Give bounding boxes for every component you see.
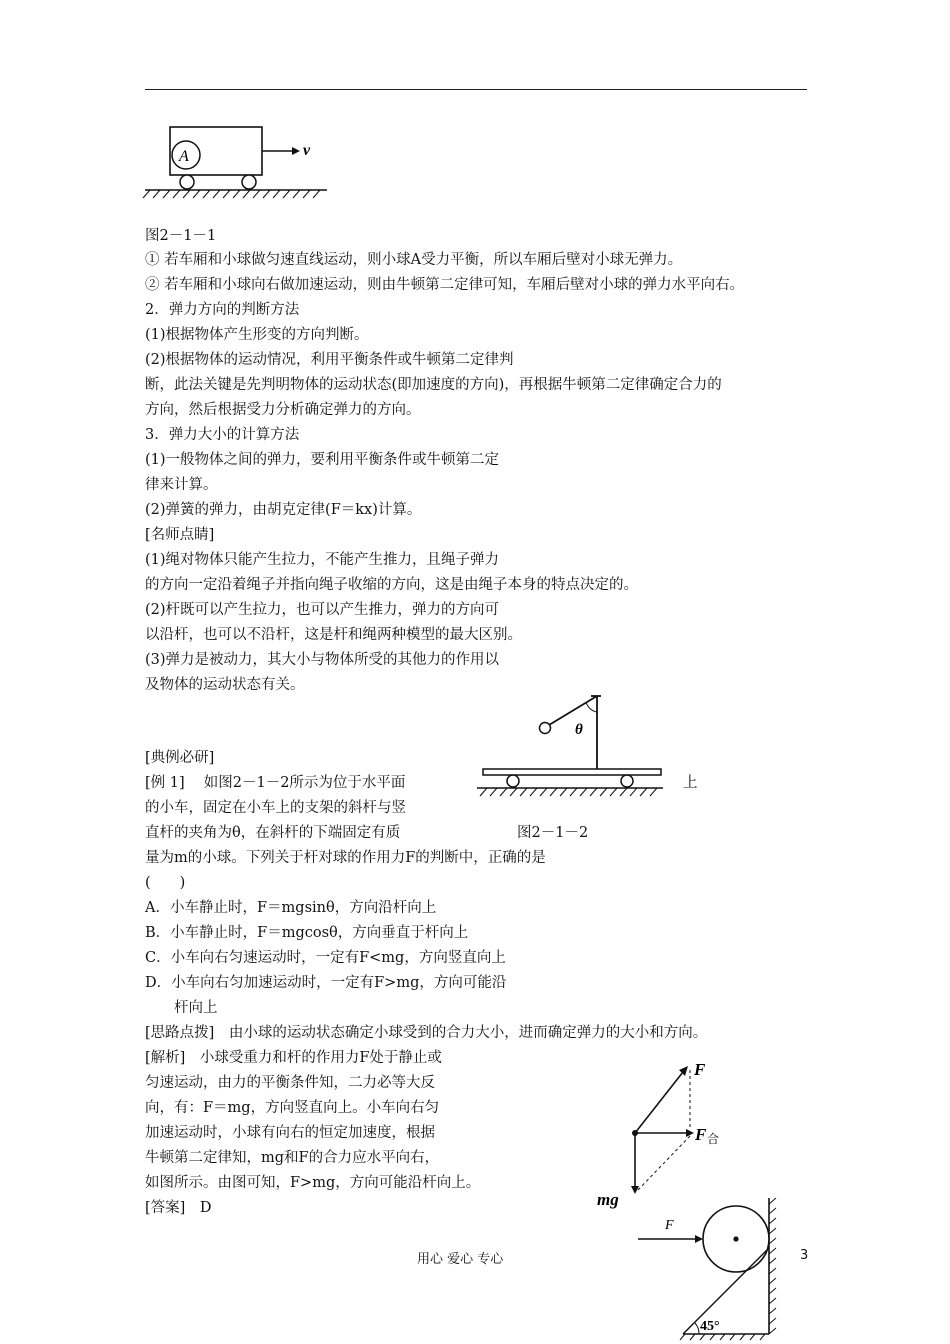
analysis-line: 匀速运动，由力的平衡条件知，二力必等大反	[145, 1075, 435, 1091]
analysis-line: 牛顿第二定律知，mg和F的合力应水平向右，	[145, 1150, 440, 1166]
section-heading: [名师点睛]	[145, 527, 215, 543]
text-line: (3)弹力是被动力，其大小与物体所受的其他力的作用以	[145, 652, 500, 668]
option-a: A．小车静止时，F＝mgsinθ，方向沿杆向上	[145, 900, 437, 916]
text-line: (1)绳对物体只能产生拉力，不能产生推力，且绳子弹力	[145, 552, 500, 568]
figure-cart-bracket	[475, 694, 665, 804]
text-line: 及物体的运动状态有关。	[145, 677, 305, 693]
text-line: 断，此法关键是先判明物体的运动状态(即加速度的方向)，再根据牛顿第二定律确定合力的	[145, 377, 722, 393]
wedge-F-label: F	[665, 1218, 674, 1233]
analysis-line: 向，有：F＝mg，方向竖直向上。小车向右匀	[145, 1100, 440, 1116]
force-Fhe-subscript: 合	[707, 1132, 720, 1146]
hint: [思路点拨] 由小球的运动状态确定小球受到的合力大小，进而确定弹力的大小和方向。	[145, 1025, 708, 1041]
figure-force-diagram	[590, 1058, 730, 1208]
answer-blank: ( )	[145, 875, 186, 891]
example-line: 量为m的小球。下列关于杆对球的作用力F的判断中，正确的是	[145, 850, 546, 866]
velocity-label: v	[303, 142, 311, 159]
example-heading: [典例必研]	[145, 750, 215, 766]
text-line: (2)杆既可以产生拉力，也可以产生推力，弹力的方向可	[145, 602, 500, 618]
text-line: 方向，然后根据受力分析确定弹力的方向。	[145, 402, 421, 418]
header-rule	[145, 89, 807, 90]
section-heading: 3．弹力大小的计算方法	[145, 427, 300, 443]
force-F-label: F	[694, 1060, 706, 1079]
text-line: 的方向一定沿着绳子并指向绳子收缩的方向，这是由绳子本身的特点决定的。	[145, 577, 638, 593]
text-line: (1)一般物体之间的弹力，要利用平衡条件或牛顿第二定	[145, 452, 500, 468]
text-line: 以沿杆，也可以不沿杆，这是杆和绳两种模型的最大区别。	[145, 627, 522, 643]
text-line: (2)根据物体的运动情况，利用平衡条件或牛顿第二定律判	[145, 352, 514, 368]
analysis-line: 如图所示。由图可知，F>mg，方向可能沿杆向上。	[145, 1175, 481, 1191]
option-d-cont: 杆向上	[174, 1000, 218, 1016]
figure-cart-ball	[140, 120, 340, 205]
text-line: ① 若车厢和小球做匀速直线运动，则小球A受力平衡，所以车厢后壁对小球无弹力。	[145, 252, 683, 268]
analysis-line: [解析] 小球受重力和杆的作用力F处于静止或	[145, 1050, 442, 1066]
force-mg-label: mg	[597, 1190, 619, 1209]
figure-caption-2-1-2: 图2－1－2	[517, 825, 589, 841]
page-number: 3	[800, 1248, 809, 1263]
text-line: (1)根据物体产生形变的方向判断。	[145, 327, 369, 343]
force-Fhe-label: F	[695, 1125, 707, 1144]
wedge-angle-label: 45°	[700, 1319, 720, 1334]
figure-ball-wedge	[635, 1196, 785, 1341]
example-line-tail: 上	[683, 775, 698, 791]
figure-caption-2-1-1: 图2－1－1	[145, 228, 217, 244]
section-heading: 2．弹力方向的判断方法	[145, 302, 300, 318]
option-b: B．小车静止时，F＝mgcosθ，方向垂直于杆向上	[145, 925, 469, 941]
option-d: D．小车向右匀加速运动时，一定有F>mg，方向可能沿	[145, 975, 507, 991]
option-c: C．小车向右匀速运动时，一定有F<mg，方向竖直向上	[145, 950, 506, 966]
answer: [答案] D	[145, 1200, 212, 1216]
text-line: (2)弹簧的弹力，由胡克定律(F＝kx)计算。	[145, 502, 422, 518]
analysis-line: 加速运动时，小球有向右的恒定加速度，根据	[145, 1125, 435, 1141]
ball-label: A	[179, 148, 189, 165]
example-line: [例 1] 如图2－1－2所示为位于水平面	[145, 775, 406, 791]
example-line: 的小车，固定在小车上的支架的斜杆与竖	[145, 800, 406, 816]
text-line: 律来计算。	[145, 477, 218, 493]
example-line: 直杆的夹角为θ，在斜杆的下端固定有质	[145, 825, 401, 841]
theta-label: θ	[575, 722, 583, 738]
text-line: ② 若车厢和小球向右做加速运动，则由牛顿第二定律可知，车厢后壁对小球的弹力水平向右。	[145, 277, 745, 293]
footer-motto: 用心 爱心 专心	[417, 1252, 504, 1267]
